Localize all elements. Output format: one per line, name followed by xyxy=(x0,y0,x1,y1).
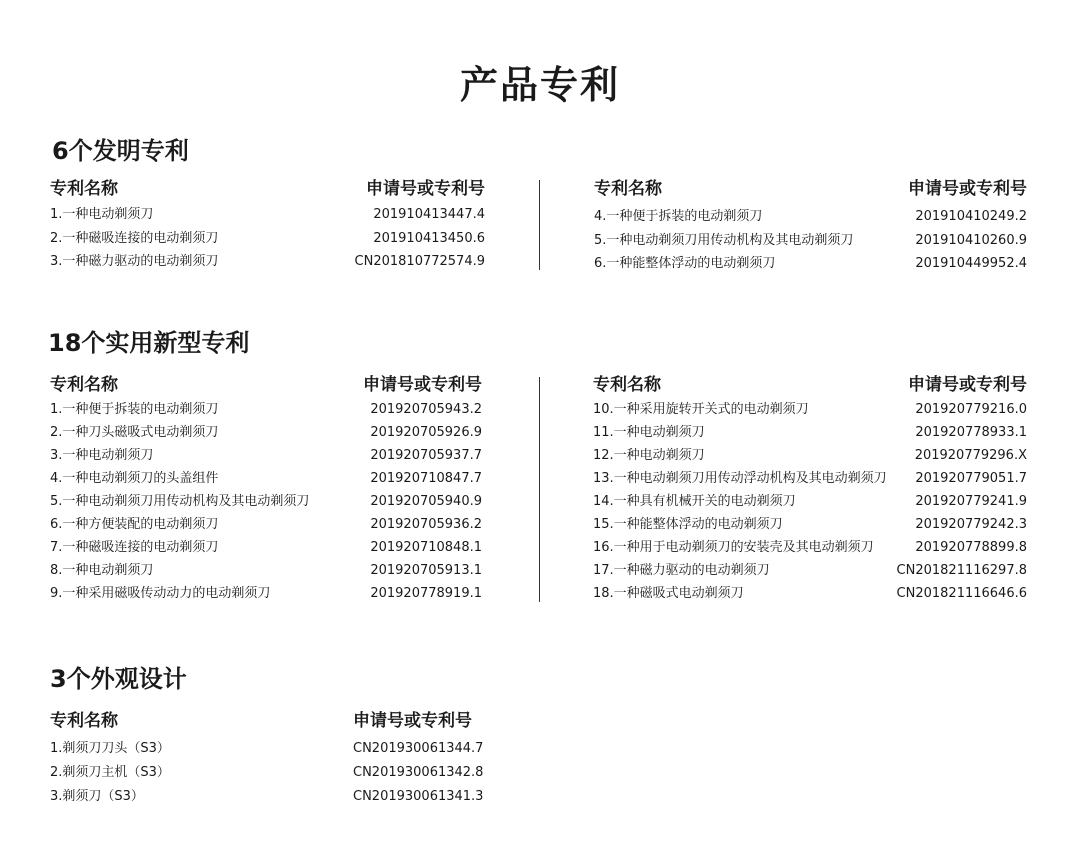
patent-row xyxy=(593,492,1027,512)
patent-number: 201920779241.9 xyxy=(915,494,1027,509)
header-patent-number: 申请号或专利号 xyxy=(366,179,485,199)
patent-number: 201920779216.0 xyxy=(915,402,1027,417)
patent-number: 201910413450.6 xyxy=(373,230,485,246)
patent-row xyxy=(50,423,482,443)
patent-name: 12.一种电动剃须刀 xyxy=(593,448,705,463)
header-patent-name: 专利名称 xyxy=(50,179,118,199)
column-divider xyxy=(539,180,540,270)
header-patent-number: 申请号或专利号 xyxy=(908,179,1027,199)
patent-number: 201920705926.9 xyxy=(370,425,482,440)
header-patent-name: 专利名称 xyxy=(594,179,662,199)
patent-number: 201920779242.3 xyxy=(915,517,1027,532)
patent-row xyxy=(50,763,482,783)
patent-number: 201920705937.7 xyxy=(370,448,482,463)
patent-name: 2.一种刀头磁吸式电动剃须刀 xyxy=(50,425,219,440)
patent-name: 4.一种电动剃须刀的头盖组件 xyxy=(50,471,219,486)
patent-name: 1.一种便于拆装的电动剃须刀 xyxy=(50,402,219,417)
patent-number: CN201821116646.6 xyxy=(896,586,1027,601)
patent-row xyxy=(50,787,482,807)
patent-row xyxy=(50,229,485,249)
header-patent-number: 申请号或专利号 xyxy=(908,375,1027,395)
patent-row xyxy=(594,231,1027,251)
column-divider xyxy=(539,377,540,602)
header-patent-name: 专利名称 xyxy=(593,375,661,395)
patent-name: 7.一种磁吸连接的电动剃须刀 xyxy=(50,540,219,555)
patent-row xyxy=(593,423,1027,443)
section-title: 18个实用新型专利 xyxy=(48,329,250,357)
header-patent-number: 申请号或专利号 xyxy=(353,711,472,731)
patent-row xyxy=(50,492,482,512)
patent-row xyxy=(50,584,482,604)
patent-row xyxy=(593,400,1027,420)
patent-row xyxy=(50,469,482,489)
patent-number: 201910410260.9 xyxy=(915,232,1027,248)
patent-number: 201910410249.2 xyxy=(915,209,1027,224)
patent-number: 201910413447.4 xyxy=(373,207,485,222)
patent-number: 201920705936.2 xyxy=(370,517,482,532)
patent-number: 201920705943.2 xyxy=(370,402,482,417)
patent-row xyxy=(50,515,482,535)
patent-name: 8.一种电动剃须刀 xyxy=(50,563,154,578)
patent-name: 17.一种磁力驱动的电动剃须刀 xyxy=(593,563,770,578)
patent-row xyxy=(50,538,482,558)
patent-name: 5.一种电动剃须刀用传动机构及其电动剃须刀 xyxy=(594,232,854,248)
patent-name: 3.一种磁力驱动的电动剃须刀 xyxy=(50,254,219,269)
patent-number: 201920710848.1 xyxy=(370,540,482,555)
header-patent-name: 专利名称 xyxy=(50,375,118,395)
patent-number: 201920778899.8 xyxy=(915,540,1027,555)
patent-name: 6.一种方便装配的电动剃须刀 xyxy=(50,517,219,532)
patent-row xyxy=(50,205,485,225)
patent-row xyxy=(593,446,1027,466)
patent-number: CN201821116297.8 xyxy=(896,563,1027,578)
patent-number: 201920778919.1 xyxy=(370,586,482,601)
patent-row xyxy=(594,207,1027,227)
patent-name: 2.剃须刀主机（S3） xyxy=(50,765,170,780)
patent-number: 201920779051.7 xyxy=(915,471,1027,486)
patent-row xyxy=(50,252,485,272)
patent-name: 10.一种采用旋转开关式的电动剃须刀 xyxy=(593,402,809,417)
patent-name: 15.一种能整体浮动的电动剃须刀 xyxy=(593,517,783,532)
patent-number: CN201930061341.3 xyxy=(353,789,484,804)
patent-number: 201920779296.X xyxy=(914,448,1027,463)
patent-number: 201920705940.9 xyxy=(370,494,482,509)
patent-number: CN201810772574.9 xyxy=(354,254,485,269)
patent-row xyxy=(593,561,1027,581)
patent-number: 201920705913.1 xyxy=(370,563,482,578)
patent-row xyxy=(594,254,1027,274)
header-patent-number: 申请号或专利号 xyxy=(363,375,482,395)
patent-number: CN201930061342.8 xyxy=(353,765,484,780)
patent-number: 201920778933.1 xyxy=(915,425,1027,440)
patent-name: 13.一种电动剃须刀用传动浮动机构及其电动剃须刀 xyxy=(593,471,887,486)
patent-name: 16.一种用于电动剃须刀的安装壳及其电动剃须刀 xyxy=(593,540,874,555)
patent-name: 5.一种电动剃须刀用传动机构及其电动剃须刀 xyxy=(50,494,310,509)
patent-name: 1.剃须刀刀头（S3） xyxy=(50,741,170,756)
patent-row xyxy=(593,584,1027,604)
patent-name: 3.剃须刀（S3） xyxy=(50,789,144,804)
patent-name: 6.一种能整体浮动的电动剃须刀 xyxy=(594,256,776,271)
patent-row xyxy=(593,469,1027,489)
patent-number: 201910449952.4 xyxy=(915,256,1027,271)
header-patent-name: 专利名称 xyxy=(50,711,118,731)
patent-row xyxy=(50,561,482,581)
patent-name: 4.一种便于拆装的电动剃须刀 xyxy=(594,209,763,224)
section-title: 6个发明专利 xyxy=(52,137,189,165)
patent-row xyxy=(50,446,482,466)
patent-name: 3.一种电动剃须刀 xyxy=(50,448,154,463)
patent-name: 18.一种磁吸式电动剃须刀 xyxy=(593,586,744,601)
patent-row xyxy=(50,400,482,420)
patent-row xyxy=(593,515,1027,535)
patent-number: 201920710847.7 xyxy=(370,471,482,486)
patent-name: 9.一种采用磁吸传动动力的电动剃须刀 xyxy=(50,586,271,601)
patent-name: 14.一种具有机械开关的电动剃须刀 xyxy=(593,494,796,509)
patent-number: CN201930061344.7 xyxy=(353,741,484,756)
patent-name: 11.一种电动剃须刀 xyxy=(593,425,705,440)
patent-row xyxy=(50,739,482,759)
section-title: 3个外观设计 xyxy=(50,665,187,693)
page-title: 产品专利 xyxy=(459,63,620,107)
patent-row xyxy=(593,538,1027,558)
patent-name: 1.一种电动剃须刀 xyxy=(50,207,154,222)
patent-name: 2.一种磁吸连接的电动剃须刀 xyxy=(50,230,219,246)
